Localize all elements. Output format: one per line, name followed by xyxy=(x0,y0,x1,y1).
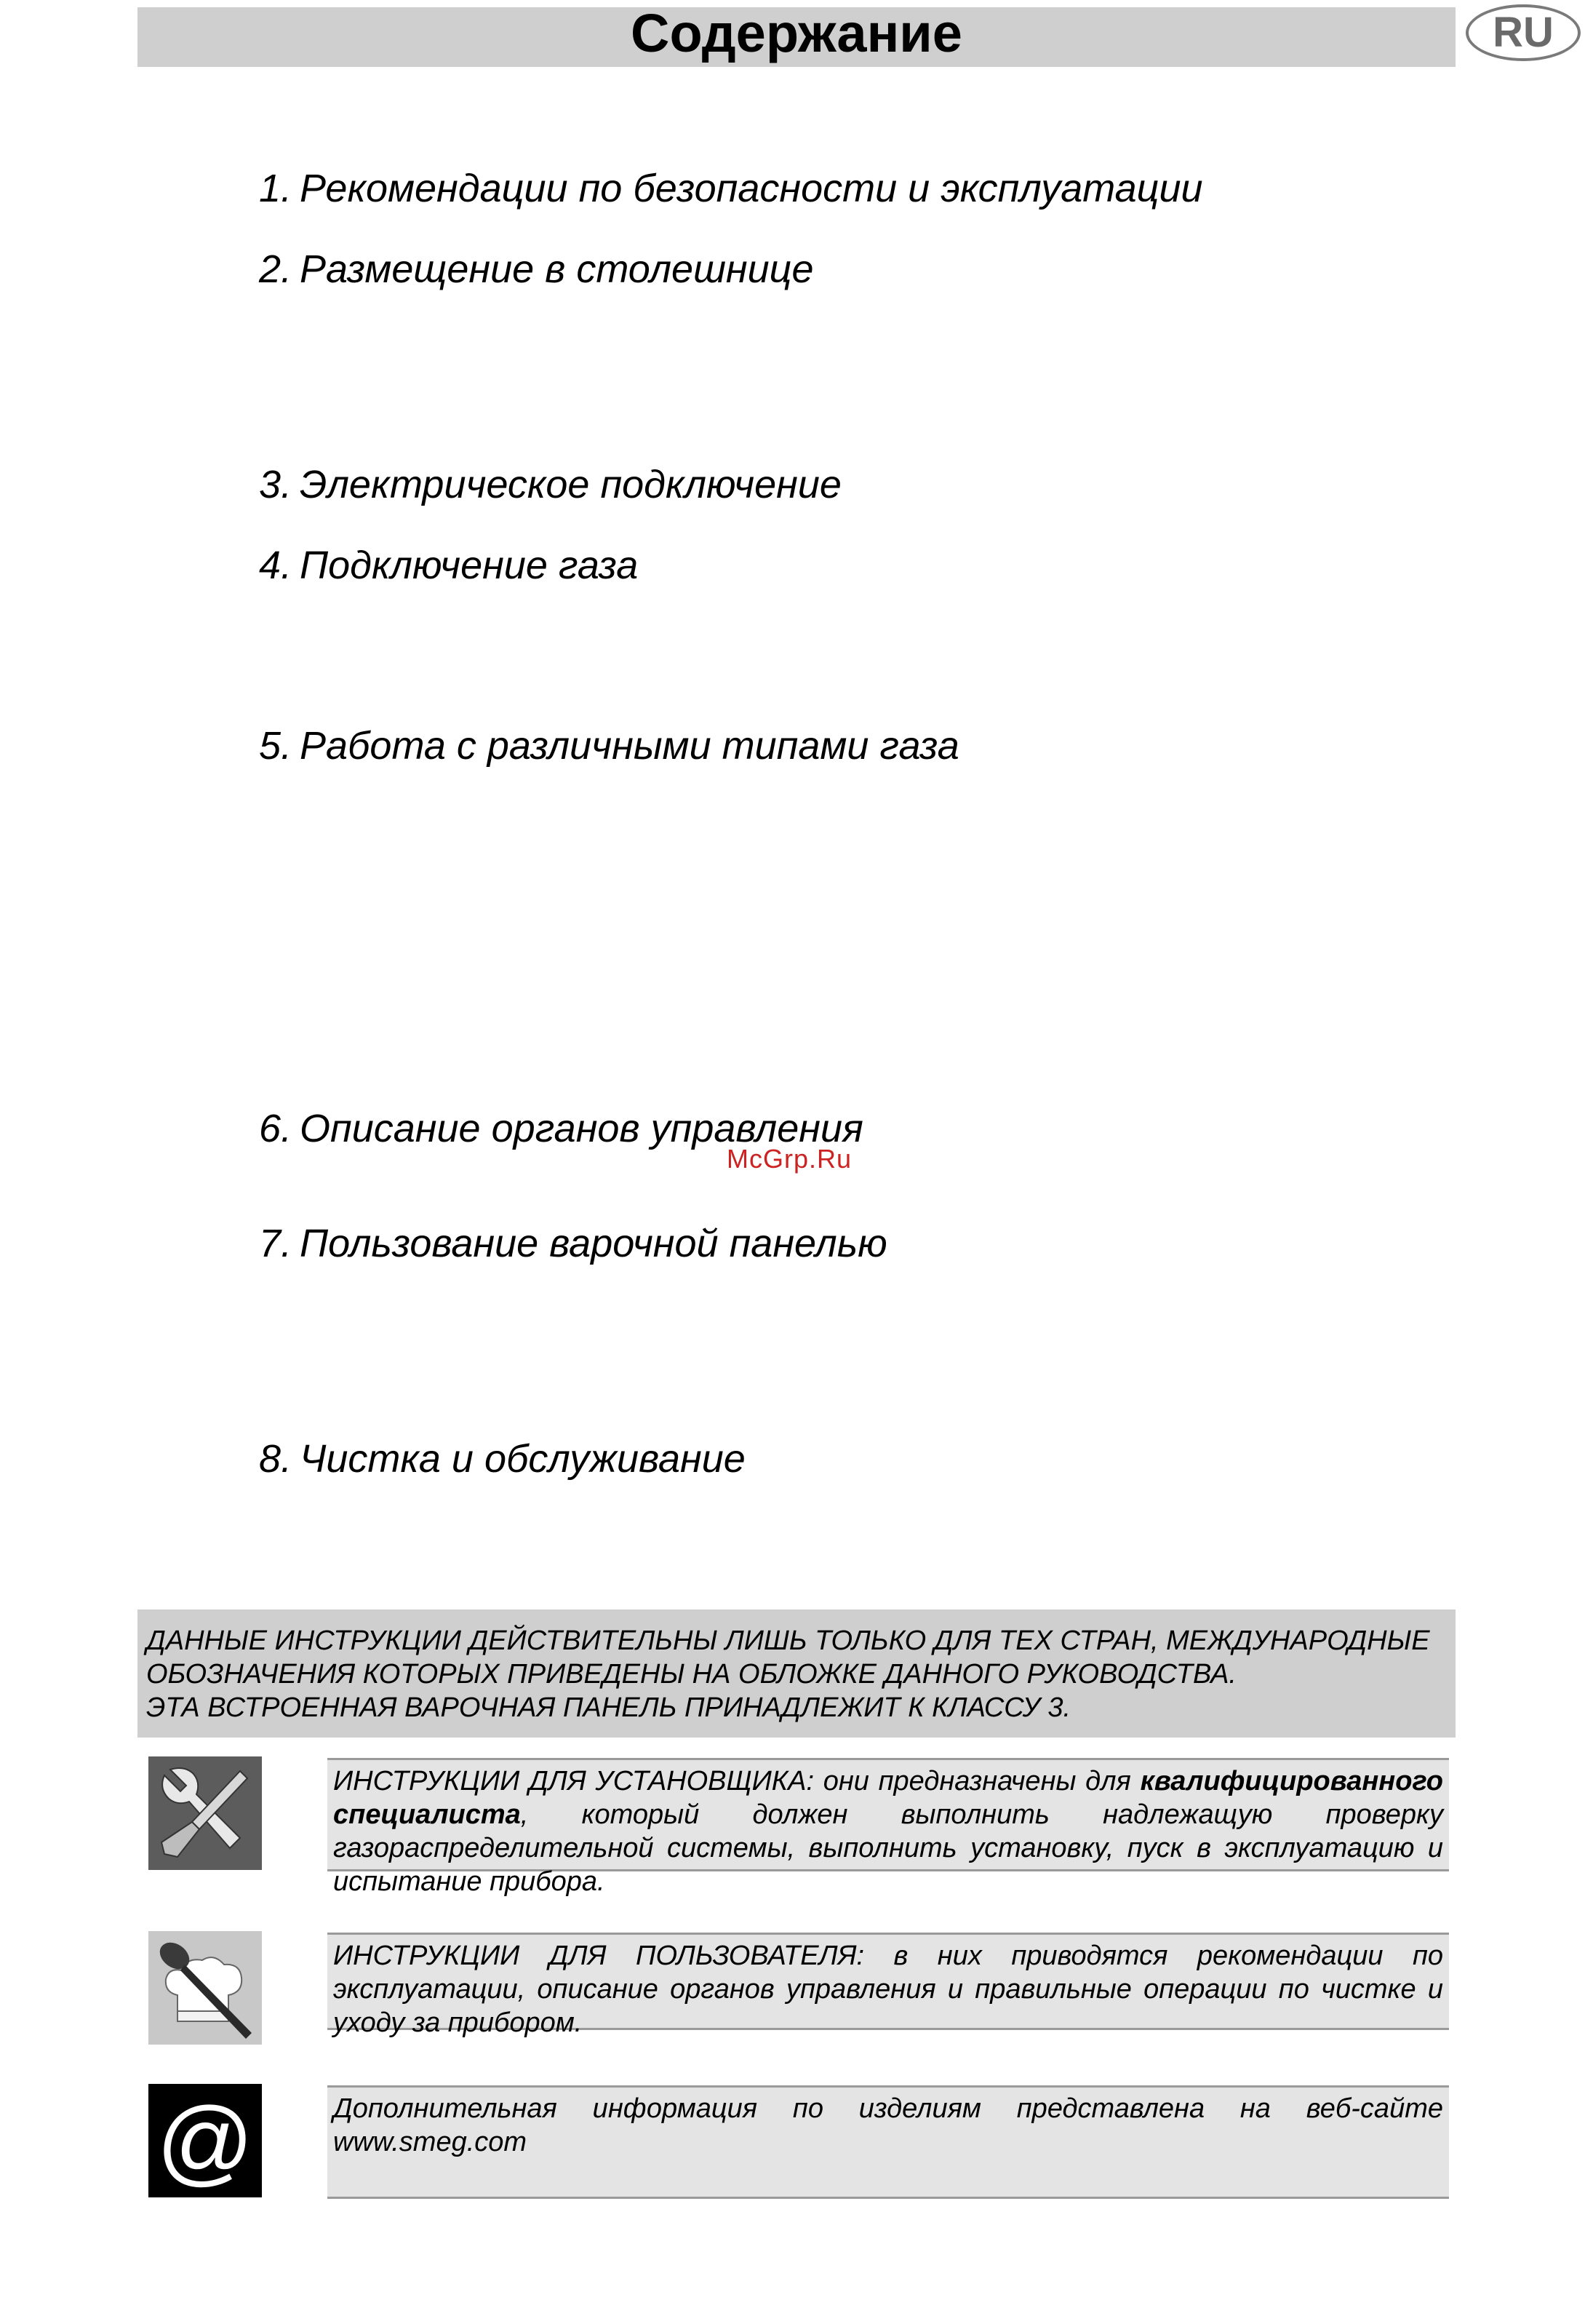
installer-tools-icon xyxy=(148,1756,262,1870)
toc-label: Чистка и обслуживание xyxy=(300,1437,746,1481)
toc-item-5[interactable] xyxy=(259,723,959,768)
installer-instructions xyxy=(327,1758,1449,1897)
web-info xyxy=(327,2085,1449,2199)
toc-number: 7. xyxy=(259,1222,292,1265)
user-text: ИНСТРУКЦИИ ДЛЯ ПОЛЬЗОВАТЕЛЯ: в них приводятся рекомендации по эксплуатации, описание органов управления и правильные операции по чистке и уходу за прибором. xyxy=(333,1941,1443,2038)
toc-item-7[interactable] xyxy=(259,1221,887,1266)
validity-notice xyxy=(137,1609,1456,1738)
toc-number: 2. xyxy=(259,247,292,291)
watermark-text: McGrp.Ru xyxy=(727,1144,853,1174)
language-badge: RU xyxy=(1466,4,1581,61)
toc-number: 6. xyxy=(259,1107,292,1150)
toc-label: Электрическое подключение xyxy=(300,463,842,506)
toc-item-2[interactable] xyxy=(259,247,814,292)
web-text: Дополнительная информация по изделиям представлена на веб-сайте www.smeg.com xyxy=(333,2093,1443,2157)
toc-label: Работа с различными типами газа xyxy=(300,724,959,768)
notice-line: ОБОЗНАЧЕНИЯ КОТОРЫХ ПРИВЕДЕНЫ НА ОБЛОЖКЕ ДАННОГО РУКОВОДСТВА. xyxy=(146,1659,1237,1690)
user-instructions xyxy=(327,1933,1449,2038)
notice-line: ДАННЫЕ ИНСТРУКЦИИ ДЕЙСТВИТЕЛЬНЫ ЛИШЬ ТОЛЬКО ДЛЯ ТЕХ СТРАН, МЕЖДУНАРОДНЫЕ xyxy=(146,1625,1430,1656)
toc-label: Размещение в столешнице xyxy=(300,247,814,291)
toc-number: 4. xyxy=(259,544,292,587)
toc-number: 1. xyxy=(259,167,292,210)
toc-number: 8. xyxy=(259,1437,292,1481)
installer-text-prefix: ИНСТРУКЦИИ ДЛЯ УСТАНОВЩИКА: они предназначены для xyxy=(333,1766,1131,1796)
toc-label: Подключение газа xyxy=(300,544,639,587)
user-spoon-chef-hat-icon xyxy=(148,1931,262,2045)
toc-item-4[interactable] xyxy=(259,543,638,588)
at-sign-icon xyxy=(148,2084,262,2197)
toc-item-3[interactable] xyxy=(259,462,842,507)
installer-text-bold: квалифицированного специалиста xyxy=(333,1766,1444,1830)
svg-text:@: @ xyxy=(156,2088,254,2194)
toc-item-1[interactable] xyxy=(259,166,1203,211)
installer-text-suffix: , который должен выполнить надлежащую проверку газораспределительной системы, выполнить установку, пуск в эксплуатацию и испытание прибора. xyxy=(333,1799,1443,1897)
toc-label: Рекомендации по безопасности и эксплуатации xyxy=(300,167,1203,210)
toc-item-8[interactable] xyxy=(259,1436,746,1481)
notice-line: ЭТА ВСТРОЕННАЯ ВАРОЧНАЯ ПАНЕЛЬ ПРИНАДЛЕЖИТ К КЛАССУ 3. xyxy=(146,1692,1071,1723)
page-title: Содержание xyxy=(631,3,962,63)
toc-label: Пользование варочной панелью xyxy=(300,1222,887,1265)
toc-label: Описание органов управления xyxy=(300,1107,863,1150)
toc-number: 5. xyxy=(259,724,292,768)
toc-number: 3. xyxy=(259,463,292,506)
